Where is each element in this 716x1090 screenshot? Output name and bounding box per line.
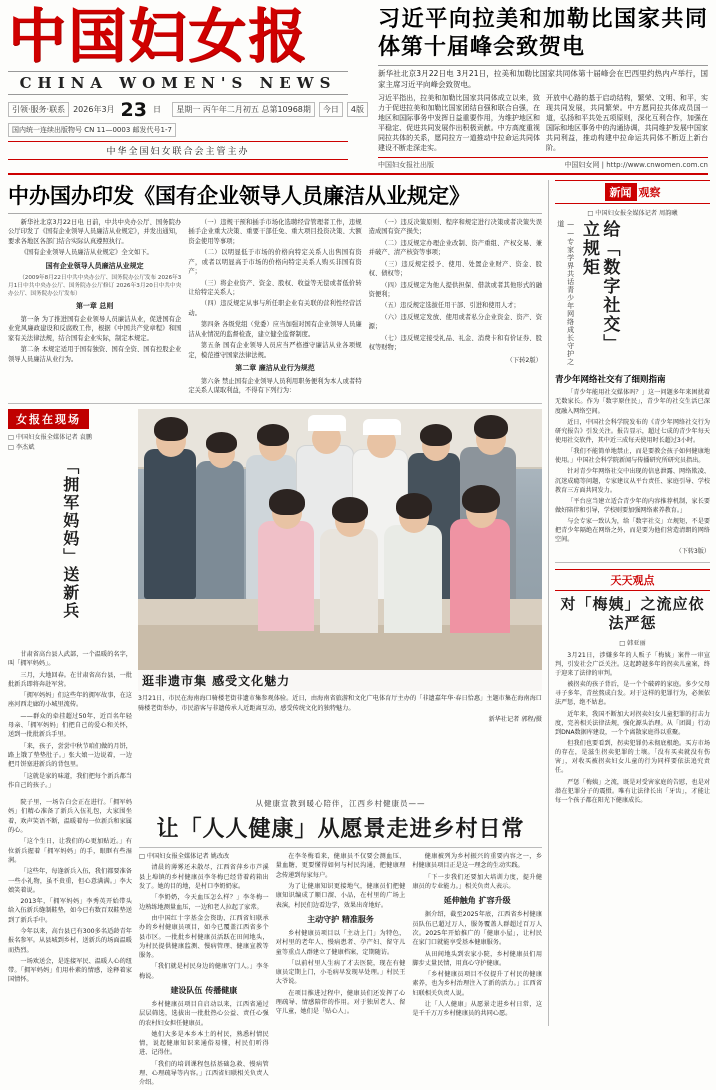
health-c2p4: 「以前村里人生病了才去医院，现在有健康员定期上门，小毛病早发现早处理。」村民王大爷说。: [275, 959, 406, 986]
scene-continued-column: [8, 798, 132, 1090]
rail-banner-label-1: 新闻: [605, 183, 637, 201]
lead-col-1: [8, 218, 181, 398]
scene-bot-1: 院子里，一场告白会正在进行。「拥军妈妈」们精心准备了新兵入伍礼包，大家围坐着，欢声笑语不断，温暖着每一位新兵和家属的心。: [8, 799, 132, 835]
rail-b2: 被拐卖的孩子背后，是一个个破碎的家庭。多少父母寻子多年，青丝熬成白发。对于这样的犯罪行为，必须依法严惩，绝不姑息。: [555, 681, 710, 707]
rail-commentary-headline: 对「梅姨」之流应依法严惩: [560, 594, 705, 633]
lead-article-6: 第六条 禁止国有企业领导人员利用职务便利为本人或者特定关系人谋取利益，不得有下列行为：: [188, 377, 362, 394]
photo-chef-hat: [363, 419, 401, 435]
lead-chapter-1: 第一章 总则: [75, 302, 114, 311]
photo-caption-band: [138, 670, 542, 691]
health-c1p3: 由中国红十字基金会资助、江西省妇联承办的乡村健康员项目，如今已覆盖江西省多个县市区。一批批乡村健康员活跃在田间地头，为村民提供健康监测、慢病管理、健康宣教等服务。: [139, 914, 269, 960]
rail-b4: 但我们也要看到，拐卖犯罪仍未彻底根绝。买方市场的存在，是滋生拐卖犯罪的土壤。「没有买卖就没有伤害」，对收买被拐卖妇女儿童的行为同样要依法追究责任。: [555, 740, 710, 775]
photo-hair: [206, 432, 237, 453]
lead-chapter-2: 第二章 廉洁从业行为规范: [235, 364, 315, 373]
health-c1p7: 「我们的培训课程包括基础急救、慢病管理、心理疏导等内容。」江西省妇联相关负责人介绍。: [139, 1060, 269, 1087]
rail-commentary-body: [555, 651, 710, 805]
scene-bot-6: 一场欢送会，是连接军民、温暖人心的纽带。「拥军妈妈」们用朴素的情感，诠释着家国情怀。: [8, 957, 132, 984]
right-rail: [548, 180, 710, 1026]
scene-banner-label: 女报在现场: [8, 409, 89, 429]
lead-source: 新华社北京3月22日电 日前，中共中央办公厅、国务院办公厅印发了《国有企业领导人员廉洁从业规定》，并发出通知，要求各地区各部门结合实际认真遵照执行。: [8, 218, 182, 245]
masthead-slogan: 引领·服务·联系: [8, 102, 69, 117]
lead-article-2: 第二条 本规定适用于国有独资、国有全资、国有控股企业领导人员廉洁从业行为。: [8, 346, 182, 363]
rail-p5: 「平台应当建立适合青少年的内容推荐机制，家长要做好陪伴和引导，学校则要加强网络素养教育。」: [555, 497, 710, 515]
masthead: [8, 2, 708, 175]
rail-commentary-byline: □ 韩亚丽: [619, 639, 646, 647]
top-story-title: 习近平向拉美和加勒比国家共同体第十届峰会致贺电: [378, 6, 708, 60]
rail-b1: 3月21日，涉嫌多年的人贩子「梅姨」案件一审宣判，引发社会广泛关注。这起跨越多年的拐卖儿童案，终于迎来了法律的审判。: [555, 651, 710, 678]
photo-child: [320, 529, 378, 633]
photo-credit: 新华社记者 郭程/摄: [488, 715, 542, 723]
health-c3p1: 健康被列为乡村振兴的重要内容之一，乡村健康员项目正是这一理念的生动实践。: [412, 853, 543, 870]
lead-intro: 《国有企业领导人员廉洁从业规定》全文如下。: [20, 249, 153, 257]
scene-p5: 「来，孩子，尝尝中秋节咱们做的月饼，路上饿了垫垫肚子。」张大娘一边说着，一边把月饼塞进新兵的背包里。: [8, 742, 132, 769]
lead-rule-3: （三）违反规定授予、使用、处置企业财产、资金、股权、债权等；: [368, 260, 542, 278]
top-story-lead: 新华社北京3月22日电 3月21日，拉美和加勒比国家共同体第十届峰会在巴西里约热内卢举行，国家主席习近平向峰会致贺电。: [378, 69, 708, 89]
rail-vertical-title: 给「数字社交」立规矩: [578, 219, 620, 353]
lead-rule-1: （一）违反决策原则、程序和规定进行决策或者决策失误造成国有资产损失；: [368, 218, 542, 236]
newspaper-title-cn: 中国妇女报: [8, 2, 309, 70]
photo-hair: [269, 489, 305, 515]
lead-col-3: [369, 218, 542, 398]
scene-vertical-title: 「拥军妈妈」送新兵: [60, 457, 80, 620]
rail-continued[interactable]: （下转3版）: [675, 547, 710, 555]
health-headline: 让「人人健康」从愿景走进乡村日常: [156, 816, 525, 843]
scene-p6: 「这就是家的味道，我们把每个新兵都当作自己的孩子。」: [8, 772, 132, 789]
health-c2p1: 在李冬梅看来，健康员不仅要会测血压、量血糖，更要懂得如何与村民沟通，把健康理念传递到每家每户。: [275, 853, 406, 879]
rail-b5: 严惩「梅姨」之流，既是对受害家庭的告慰，也是对潜在犯罪分子的震慑。唯有让法律长出「牙齿」，才能让每一个孩子都在阳光下健康成长。: [555, 778, 710, 804]
health-kicker: 从健康宣教到暖心陪伴，江西乡村健康员——: [255, 799, 426, 809]
masthead-today-pages: 4版: [347, 102, 368, 117]
rail-b3: 近年来，我国不断加大对拐卖妇女儿童犯罪的打击力度，完善相关法律法规，强化源头治理。从「团圆」行动到DNA数据库建设，一个个离散家庭得以重聚。: [555, 710, 710, 736]
page-body: [8, 180, 710, 1087]
rail-subhead-1: 青少年网络社交有了细则指南: [555, 374, 666, 385]
masthead-footer-left: 中国妇女报社出版: [378, 160, 434, 169]
photo-hair: [154, 417, 188, 441]
health-col-3: [412, 852, 542, 1090]
photo-figure: [196, 461, 244, 601]
lead-clause-3-2: 第五条 国有企业领导人员应当严格遵守廉洁从业各项规定，模范遵守国家法律法规。: [188, 342, 362, 359]
photo-hair: [257, 424, 289, 446]
health-c3p4: 从田间地头到农家小院，乡村健康员们用脚步丈量民情，用真心守护健康。: [412, 950, 543, 967]
health-c1p6: 她们大多是本乡本土的村民，熟悉村情民情，说起健康知识来通俗易懂，村民们听得进、记得住。: [139, 1030, 269, 1057]
rail-banner-label-2: 观察: [638, 185, 661, 199]
health-subhead-3: 延伸触角 扩容升级: [443, 896, 511, 906]
divider: [555, 562, 710, 563]
lead-clause-2-3: （三）将企业资产、资金、股权、收益等无偿或者低价转让给特定关系人；: [188, 279, 362, 296]
photo-hair: [332, 497, 368, 523]
divider: [8, 403, 542, 404]
masthead-date-suffix: 日: [153, 105, 161, 115]
newspaper-title-en: CHINA WOMEN'S NEWS: [8, 71, 348, 95]
masthead-footer-right[interactable]: 中国妇女网 | http://www.cnwomen.com.cn: [564, 160, 708, 169]
health-c2p5: 在项目推进过程中，健康员们还发挥了心理疏导、情感陪伴的作用。对于独居老人、留守儿童，她们是「贴心人」。: [275, 989, 406, 1016]
lead-clause-3-1: 第四条 各级党组（党委）应当加强对国有企业领导人员廉洁从业情况的监督检查，建立健全监督制度。: [188, 321, 362, 338]
news-photo: [138, 409, 542, 691]
lead-story-body: [8, 218, 542, 398]
lead-doc-date: （2009年8月22日中共中央办公厅、国务院办公厅发布 2026年3月1日中共中央办公厅、国务院办公厅修订 2026年3月20日中共中央办公厅、国务院办公厅发布）: [8, 275, 182, 298]
masthead-weekday: 星期一 丙午年二月初五 总第10968期: [172, 102, 315, 117]
photo-child: [384, 525, 442, 633]
rail-article-body: [555, 374, 710, 556]
scene-intro-text: [8, 650, 132, 790]
photo-hair: [474, 415, 508, 439]
scene-p2: 三月，大地回春。在甘肃省高台县，一批批新兵即将奔赴军营。: [8, 671, 132, 688]
rail-p2: 近日，中国社会科学院发布的《青少年网络社交行为研究报告》引发关注。报告显示，超过七成的青少年每天使用社交软件，其中近三成每天使用时长超过3小时。: [555, 418, 710, 445]
scene-byline-1: □ 中国妇女报全媒体记者 袁鹏: [8, 434, 93, 442]
masthead-date-day: 23: [120, 98, 147, 121]
lead-rule-7: （七）违反规定接受礼品、礼金、消费卡和有价证券、股权等财物；: [368, 334, 542, 352]
scene-p4: ——群众的牵挂超过50年，近百名年轻母亲、「拥军妈妈」们把自己的爱心和关怀，送到一批批新兵手里。: [8, 712, 132, 739]
top-story: [368, 6, 708, 170]
scene-bot-3: 「这些年，每逢新兵入伍，我们都要准备一些小礼物，虽不贵重，但心意满满。」李大娘笑着说。: [8, 868, 132, 894]
health-c1p5: 乡村健康员项目自启动以来，江西省通过层层筛选，选拔出一批批热心公益、责任心强的农村妇女担任健康员。: [139, 1001, 269, 1027]
divider: [139, 847, 542, 848]
rail-p4: 针对青少年网络社交中出现的信息泄露、网络欺凌、沉迷成瘾等问题，专家建议从平台责任、家庭引导、学校教育三方面共同发力。: [555, 468, 710, 494]
health-c1p4: 「我们就是村民身边的健康守门人。」李冬梅说。: [139, 963, 269, 980]
health-byline: □ 中国妇女报全媒体记者 姚改改: [139, 853, 230, 861]
lead-rule-4: （四）违反规定为他人提供担保、借款或者其他形式的融资便利；: [368, 281, 542, 298]
lead-doc-title: 国有企业领导人员廉洁从业规定: [45, 261, 144, 270]
rail-title-block: [555, 220, 710, 370]
main-column: [8, 180, 548, 1087]
rail-banner-daily-viewpoint: [555, 569, 710, 591]
masthead-meta: [8, 99, 368, 121]
health-c3p6: 让「人人健康」从愿景走进乡村日常，这是千千万万乡村健康员的共同心愿。: [412, 1001, 543, 1018]
health-subhead-2: 主动守护 精准服务: [307, 914, 374, 924]
rail-p3: 「我们不能简单地禁止，而是要教会孩子如何健康地使用。」中国社会科学院新闻与传播研究所研究员指出。: [555, 448, 710, 465]
lead-rule-2: （二）违反规定办理企业改制、资产重组、产权交易、兼并破产、清产核资等事项；: [368, 239, 542, 257]
health-story: [139, 798, 542, 1090]
photo-hair: [462, 485, 500, 513]
health-c3p2: 「下一步我们还要加大培训力度，提升健康员的专业能力。」相关负责人表示。: [412, 873, 543, 891]
scene-p1: 甘肃省高台县人武部，一个温暖的名字，叫「拥军妈妈」。: [8, 650, 132, 668]
rail-byline: □ 中国妇女报全媒体记者 周韵曦: [587, 209, 678, 217]
health-c1p1: 清晨的薄雾还未散尽，江西省萍乡市芦溪县上埠镇的乡村健康员李冬梅已经背着药箱出发了。她的目的地，是村口李奶奶家。: [139, 864, 269, 891]
scene-bot-2: 「这个生日，让我们的心更加贴近。」有位新兵握着「拥军妈妈」的手，眼眶有些湿润。: [8, 838, 132, 864]
health-c2p3: 乡村健康员项目以「主动上门」为特色，对村里的老年人、慢病患者、孕产妇、留守儿童等重点人群建立了健康档案，定期随访。: [275, 929, 406, 956]
photo-caption-text: [138, 694, 542, 724]
rail-p1: 「青少年能用社交媒体吗？」这一问题多年来困扰着无数家长。作为「数字原住民」，青少年的社交生活已深度融入网络空间。: [555, 389, 710, 415]
health-c1p2: 「李奶奶，今天血压怎么样？」李冬梅一边熟练地测量血压，一边和老人拉起了家常。: [139, 894, 269, 911]
health-subhead-1: 建设队伍 传播健康: [170, 986, 238, 995]
scene-p3: 「拥军妈妈」们这些年的拥军故事，在这座河西走廊的小城里流传。: [8, 692, 132, 709]
masthead-license: 国内统一连续出版物号 CN 11—0003 邮发代号1-7: [8, 123, 176, 137]
photo-hair: [420, 424, 452, 446]
scene-bot-4: 2013年，「拥军妈妈」李秀英开始带头给入伍新兵缝制鞋垫，如今已有数百双鞋垫送到了新兵手中。: [8, 898, 132, 924]
photo-caption-title: 逛非遗市集 感受文化魅力: [142, 674, 291, 689]
photo-caption-body: 3月21日，市民在海南海口骑楼老街非遗市集参观体验。近日，由海南省旅游和文化广电体育厅主办的「非遗嘉年华·春日恰惠」主题市集在海南海口骑楼老街举办，市民游客与非遗传承人近距离互动，感受传统文化的独特魅力。: [138, 695, 542, 712]
rail-p6: 与会专家一致认为，给「数字社交」立规矩，不是要把青少年隔绝在网络之外，而是要为他们营造清朗的网络空间。: [555, 518, 710, 544]
rail-banner-label-3: 天天观点: [610, 573, 655, 587]
health-c3p3: 据介绍，截至2025年底，江西省乡村健康员队伍已超过万人，服务覆盖人群超过百万人次。2025年开始推广的「健康小屋」，让村民在家门口就能享受基本健康服务。: [412, 911, 543, 947]
lead-clause-2-2: （二）以明显低于市场的价格向特定关系人出售国有资产，或者以明显高于市场的价格向特定关系人购买非国有资产；: [188, 249, 362, 276]
lead-article-1: 第一条 为了推进国有企业领导人员廉洁从业，促进国有企业党风廉政建设和反腐败工作，根据《中国共产党章程》和国家有关法律法规，结合国有企业实际，制定本规定。: [8, 315, 182, 342]
lead-rule-5: （五）违反规定选拔任用干部、引进和使用人才；: [381, 302, 520, 310]
health-c3p5: 「乡村健康员项目不仅提升了村民的健康素养，也为乡村治理注入了新的活力。」江西省妇联相关负责人说。: [412, 971, 543, 997]
rail-vertical-subtitle: ——专家学界共话青少年网络成长守护之道: [556, 219, 575, 366]
divider: [378, 65, 708, 66]
scene-byline-2: □ 李杰斌: [8, 443, 35, 451]
scene-section: [8, 409, 542, 792]
lead-col-2: [188, 218, 361, 398]
health-col-1: [139, 852, 269, 1090]
photo-child: [450, 519, 510, 633]
photo-child: [258, 521, 314, 631]
lead-clause-2-1: （一）违规干预和插手市场化选聘经营管理者工作，违规插手企业重大决策、重要干部任免、重大项目投资决策、大额资金使用等事项；: [188, 218, 362, 245]
masthead-date-prefix: 2026年3月: [73, 105, 115, 115]
lead-clause-2-4: （四）违反规定从事与所任职企业有关联的营利性经营活动。: [188, 300, 362, 317]
photo-hair: [396, 493, 432, 519]
lead-story-title: 中办国办印发《国有企业领导人员廉洁从业规定》: [8, 182, 470, 208]
scene-banner: [8, 409, 132, 429]
bottom-section: [8, 798, 542, 1090]
masthead-logo-block: [8, 2, 368, 160]
scene-right-column: [138, 409, 542, 792]
top-story-col2: 开放中心路的基于启动结构，繁荣、文明、和平，实现共同发展，共同繁荣。中方愿同拉共体成员国一道，弘扬和平共处五项原则，深化互利合作，加强在国际和地区事务中的沟通协调，共同维护发展中国家共同利益，推动构建中拉命运共同体不断迈上新台阶。: [546, 93, 708, 153]
lead-continued[interactable]: （下转2版）: [506, 356, 542, 364]
photo-chef-hat: [308, 415, 346, 431]
masthead-today-label: 今日: [319, 102, 343, 117]
scene-bot-5: 今年以来，高台县已有300多名适龄青年报名参军。从县城到乡村，送新兵的场面温暖而热烈。: [8, 928, 132, 954]
scene-left-column: [8, 409, 132, 792]
rail-banner-news-observation: [555, 180, 710, 204]
lead-rule-6: （六）违反规定发放、使用或者私分企业资金、资产、资源；: [368, 313, 542, 331]
divider: [8, 213, 542, 214]
top-story-col1: 习近平指出，拉美和加勒比国家共同体成立以来，致力于促进拉美和加勒比国家团结自强和联合自强，在地区和国际事务中发挥日益重要作用，为维护地区和平稳定、促进共同发展作出积极贡献。中方高度重视同拉共体的关系，愿同拉方一道推动中拉命运共同体建设不断走深走实。: [378, 93, 540, 153]
health-c2p2: 为了让健康知识更接地气，健康员们把健康知识编成了顺口溜、小品，在村里的广场上表演，村民们边看边学，效果出奇地好。: [275, 883, 406, 909]
photo-figure: [144, 449, 196, 599]
health-col-2: [276, 852, 406, 1090]
health-body: [139, 852, 542, 1090]
masthead-org-line: 中华全国妇女联合会主管主办: [8, 141, 348, 160]
